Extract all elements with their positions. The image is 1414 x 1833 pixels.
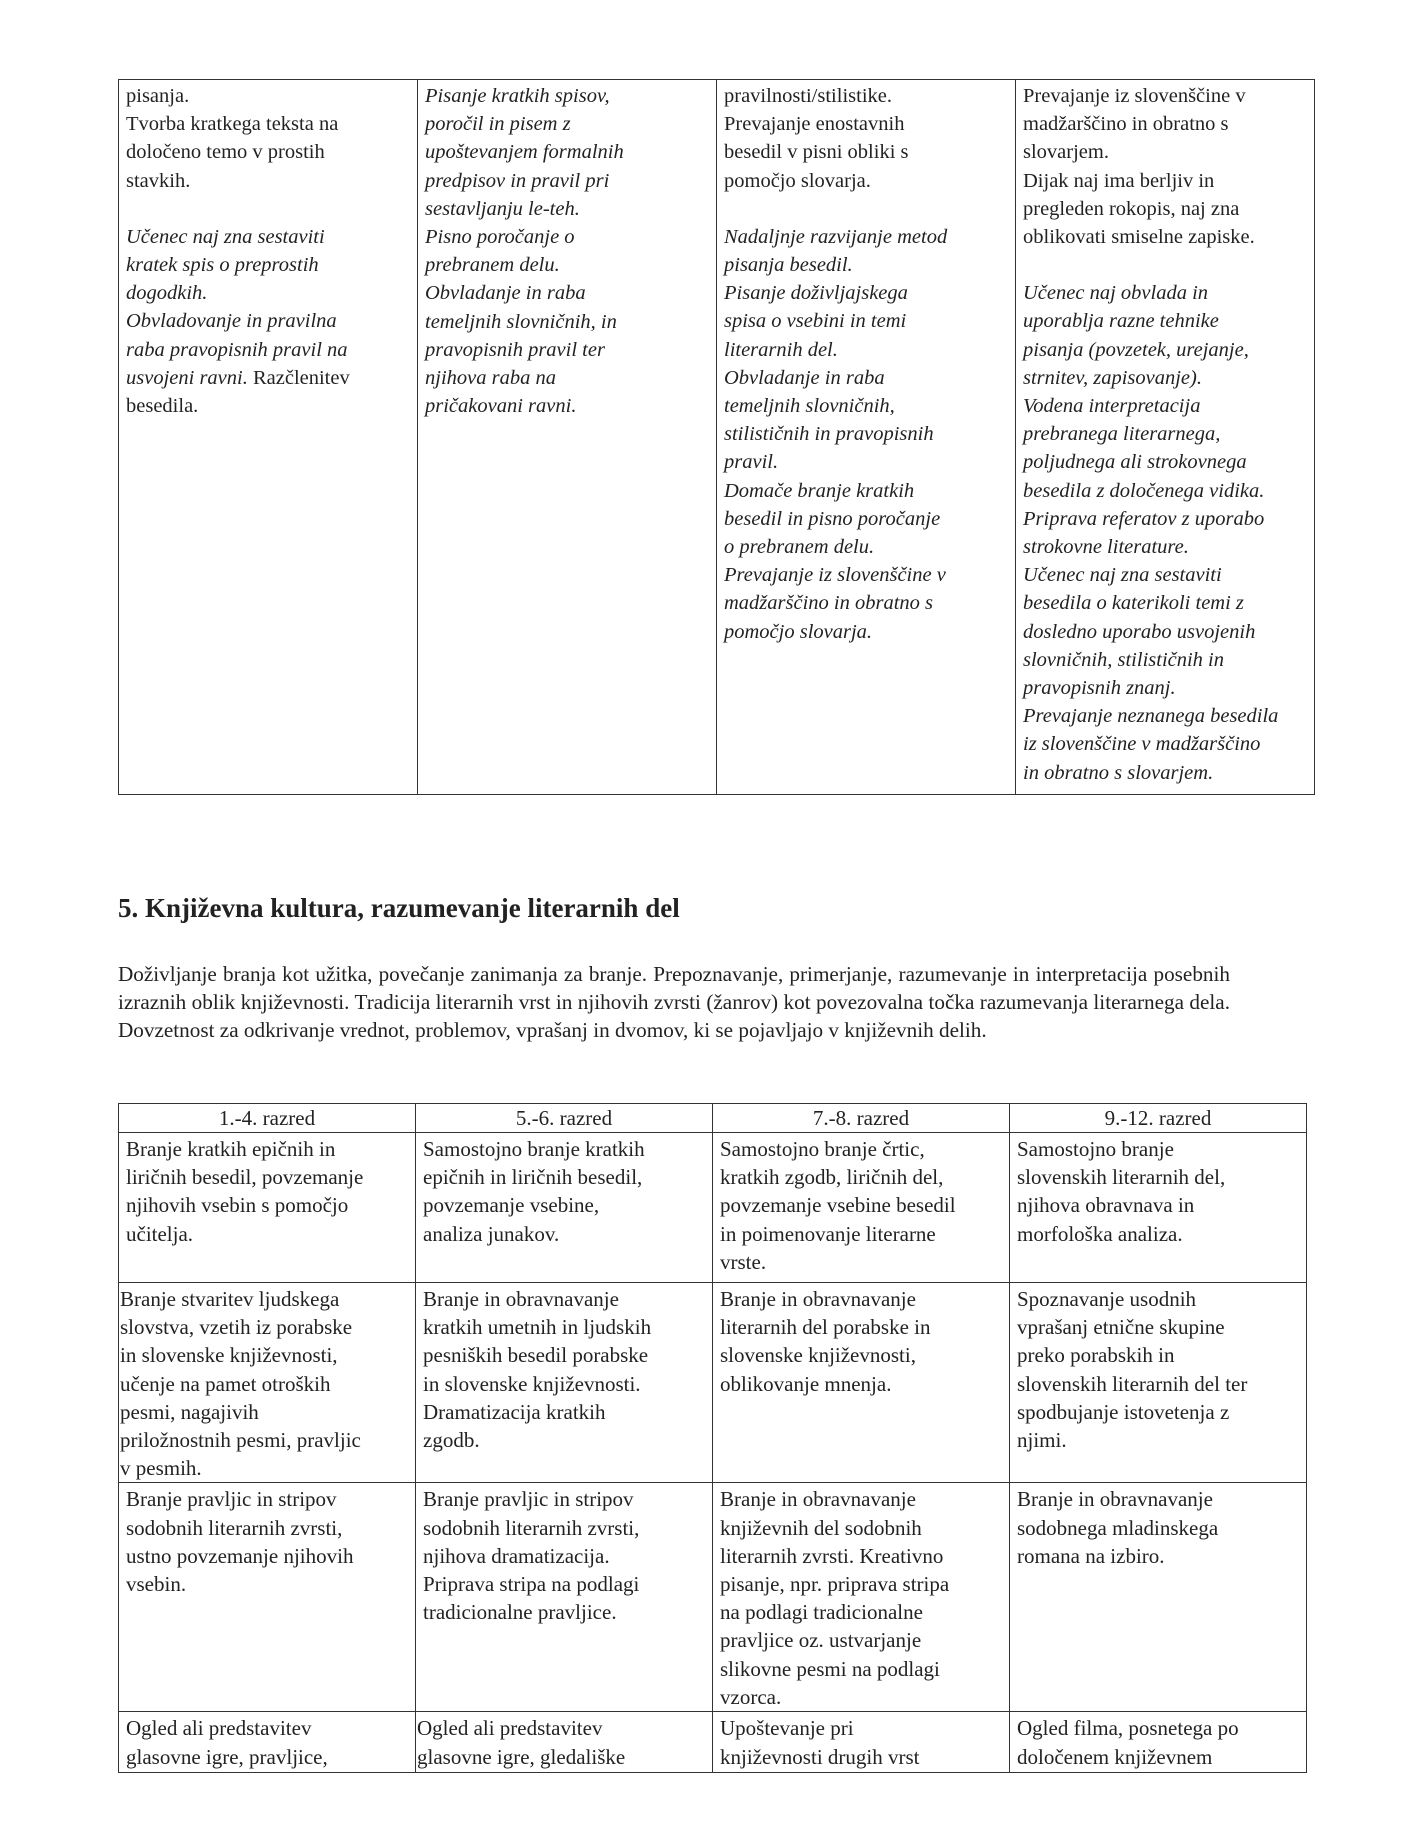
cell-text: Samostojno branje kratkih epičnih in liričnih besedil, povzemanje vsebine, analiza junakov. (423, 1137, 645, 1246)
column-header: 1.-4. razred (119, 1104, 416, 1133)
cell-text: Branje kratkih epičnih in liričnih besedil, povzemanje njihovih vsebin s pomočjo učitelja. (126, 1137, 364, 1246)
cell-text: pravilnosti/stilistike. Prevajanje enostavnih besedil v pisni obliki s pomočjo slovarja. (724, 85, 909, 192)
table-cell (119, 80, 418, 795)
table-cell (416, 1712, 713, 1773)
table-row (119, 1133, 1307, 1283)
cell-text: Branje in obravnavanje kratkih umetnih in ljudskih pesniških besedil porabske in slovenske književnosti. Dramatizacija kratkih zgodb. (423, 1287, 652, 1453)
cell-text-italic: Učenec naj zna sestaviti kratek spis o preprostih dogodkih. Obvladovanje in pravilna raba pravopisnih pravil na usvojeni ravni. (126, 225, 348, 389)
cell-text: Upoštevanje pri književnosti drugih vrst (720, 1716, 920, 1769)
cell-text: Samostojno branje črtic, kratkih zgodb, liričnih del, povzemanje vsebine besedil in poimenovanje literarne vrste. (720, 1137, 956, 1274)
column-header: 9.-12. razred (1010, 1104, 1307, 1133)
table-row (119, 1483, 1307, 1712)
table-cell (119, 1483, 416, 1712)
table-cell (119, 1712, 416, 1773)
cell-text: Branje pravljic in stripov sodobnih literarnih zvrsti, njihova dramatizacija. Priprava stripa na podlagi tradicionalne pravljice. (423, 1487, 640, 1625)
cell-text-italic: Učenec naj obvlada in uporablja razne tehnike pisanja (povzetek, urejanje, strnitev, zapisovanje). Vodena interpretacija prebranega literarnega, poljudnega ali strokovnega besedila z določenega vidika. Priprava referatov z uporabo strokovne literature. Učenec naj zna sestaviti besedila o katerikoli temi z dosledno uporabo usvojenih slovničnih, stilističnih in pravopisnih znanj. Prevajanje neznanega besedila iz slovenščine v madžarščino in obratno s slovarjem. (1023, 282, 1279, 784)
cell-text: Branje pravljic in stripov sodobnih literarnih zvrsti, ustno povzemanje njihovih vsebin. (126, 1487, 354, 1597)
cell-text: Prevajanje iz slovenščine v madžarščino in obratno s slovarjem. Dijak naj ima berljiv in pregleden rokopis, naj zna oblikovati smiselne zapiske. (1023, 85, 1255, 249)
table-cell (416, 1283, 713, 1483)
cell-text-italic: Nadaljnje razvijanje metod pisanja besedil. Pisanje doživljajskega spisa o vsebini in temi literarnih del. Obvladanje in raba temeljnih slovničnih, stilističnih in pravopisnih pravil. Domače branje kratkih besedil in pisno poročanje o prebranem delu. Prevajanje iz slovenščine v madžarščino in obratno s pomočjo slovarja. (724, 225, 948, 643)
table-header-row (119, 1104, 1307, 1133)
table-row (119, 1712, 1307, 1773)
cell-text: Spoznavanje usodnih vprašanj etnične skupine preko porabskih in slovenskih literarnih del ter spodbujanje istovetenja z njimi. (1017, 1287, 1248, 1453)
table-cell (1010, 1133, 1307, 1283)
table-cell (416, 1133, 713, 1283)
cell-text-italic: Pisanje kratkih spisov, poročil in pisem z upoštevanjem formalnih predpisov in pravil pri sestavljanju le-teh. Pisno poročanje o prebranem delu. Obvladanje in raba temeljnih slovničnih, in pravopisnih pravil ter njihova raba na pričakovani ravni. (425, 85, 624, 418)
table-cell (1010, 1483, 1307, 1712)
cell-text: Branje in obravnavanje literarnih del porabske in slovenske književnosti, oblikovanje mnenja. (720, 1287, 931, 1396)
cell-text: pisanja. Tvorba kratkega teksta na določeno temo v prostih stavkih. (126, 85, 339, 192)
table-cell (713, 1483, 1010, 1712)
table-row (119, 80, 1315, 795)
section-paragraph: Doživljanje branja kot užitka, povečanje zanimanja za branje. Prepoznavanje, primerjanje, razumevanje in interpretacija posebnih izraznih oblik književnosti. Tradicija literarnih vrst in njihovih zvrsti (žanrov) kot povezovalna točka razumevanja literarnega dela. Dovzetnost za odkrivanje vrednot, problemov, vprašanj in dvomov, ki se pojavljajo v književnih delih. (118, 962, 1230, 1043)
column-header: 7.-8. razred (713, 1104, 1010, 1133)
cell-text: Ogled filma, posnetega po določenem književnem (1017, 1716, 1239, 1769)
cell-text: Ogled ali predstavitev glasovne igre, pravljice, (126, 1716, 328, 1769)
table-cell (717, 80, 1016, 795)
writing-skills-table (118, 79, 1315, 795)
table-cell (1010, 1712, 1307, 1773)
literature-curriculum-table (118, 1103, 1307, 1773)
cell-text: Branje in obravnavanje sodobnega mladinskega romana na izbiro. (1017, 1487, 1219, 1568)
table-cell (1010, 1283, 1307, 1483)
table-cell (713, 1283, 1010, 1483)
cell-text: Razčlenitev besedila. (126, 366, 350, 418)
table-row (119, 1283, 1307, 1483)
table-cell (119, 1283, 416, 1483)
table-cell (418, 80, 717, 795)
section-heading: 5. Književna kultura, razumevanje literarnih del (118, 893, 680, 923)
table-cell (416, 1483, 713, 1712)
table-cell (1016, 80, 1315, 795)
table-cell (713, 1133, 1010, 1283)
table-cell (713, 1712, 1010, 1773)
column-header: 5.-6. razred (416, 1104, 713, 1133)
table-cell (119, 1133, 416, 1283)
cell-text: Branje stvaritev ljudskega slovstva, vzetih iz porabske in slovenske književnosti, učenje na pamet otroških pesmi, nagajivih priložnostnih pesmi, pravljic v pesmih. (120, 1287, 361, 1481)
cell-text: Samostojno branje slovenskih literarnih del, njihova obravnava in morfološka analiza. (1017, 1137, 1226, 1246)
cell-text: Ogled ali predstavitev glasovne igre, gledališke (417, 1716, 626, 1769)
cell-text: Branje in obravnavanje književnih del sodobnih literarnih zvrsti. Kreativno pisanje, npr. priprava stripa na podlagi tradicionalne pravljice oz. ustvarjanje slikovne pesmi na podlagi vzorca. (720, 1487, 950, 1709)
